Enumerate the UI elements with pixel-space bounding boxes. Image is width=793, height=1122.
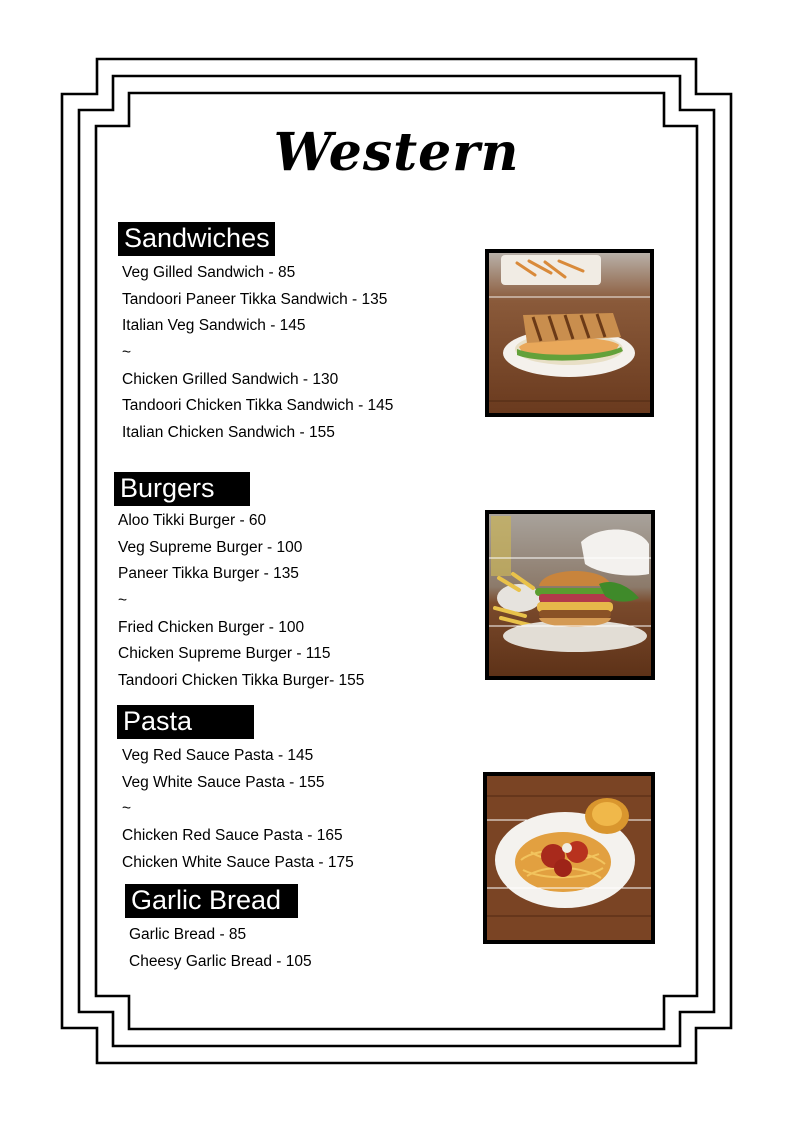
menu-item: Veg White Sauce Pasta - 155 [122,773,325,791]
menu-item: Veg Red Sauce Pasta - 145 [122,747,314,764]
menu-divider: ~ [122,344,132,362]
menu-item: Chicken Red Sauce Pasta - 165 [122,827,343,845]
menu-item: Cheesy Garlic Bread - 105 [129,952,312,970]
burgers-list [118,508,364,695]
menu-item: Aloo Tikki Burger - 60 [118,512,267,529]
menu-item: Veg Supreme Burger - 100 [118,538,303,556]
pasta-photo [483,772,655,944]
sandwich-photo [485,249,654,417]
menu-item: Italian Veg Sandwich - 145 [122,317,306,335]
menu-item: Chicken Grilled Sandwich - 130 [122,370,339,388]
section-heading-burgers: Burgers [114,472,250,506]
section-heading-garlic-bread: Garlic Bread [125,884,298,918]
menu-item: Italian Chicken Sandwich - 155 [122,424,335,442]
section-heading-sandwiches: Sandwiches [118,222,275,256]
section-heading-pasta: Pasta [117,705,254,739]
menu-item: Chicken Supreme Burger - 115 [118,645,331,663]
menu-divider: ~ [118,592,128,610]
pasta-list [122,743,354,876]
menu-item: Fried Chicken Burger - 100 [118,618,305,636]
menu-item: Tandoori Chicken Tikka Sandwich - 145 [122,397,394,415]
sandwiches-list [122,260,393,447]
burger-photo [485,510,655,680]
menu-item: Paneer Tikka Burger - 135 [118,565,299,583]
menu-item: Veg Gilled Sandwich - 85 [122,264,296,281]
garlic-bread-list [129,922,312,975]
menu-item: Tandoori Chicken Tikka Burger- 155 [118,672,365,690]
menu-title: Western [273,122,520,183]
menu-item: Tandoori Paneer Tikka Sandwich - 135 [122,290,388,308]
menu-item: Garlic Bread - 85 [129,926,247,943]
menu-item: Chicken White Sauce Pasta - 175 [122,853,354,871]
menu-divider: ~ [122,800,132,818]
